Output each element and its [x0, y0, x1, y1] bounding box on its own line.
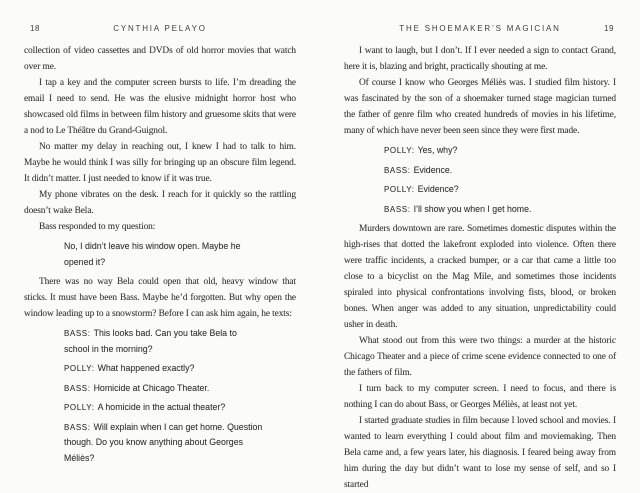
body-paragraph: What stood out from this were two things: a murder at the historic Chicago Theater and a piece of crime scene evidence connected to one of the fathers of film.	[344, 336, 616, 378]
text-message	[384, 163, 584, 179]
running-header-title: THE SHOEMAKER’S MAGICIAN	[399, 24, 561, 33]
body-paragraph: I started graduate studies in film because I loved school and movies. I wanted to learn everything I could about film and moviemaking. Then Bela came and, a few years later, his diagnosis. I feared being away from him during the day but didn’t want to lose my sense of self, and so I started	[344, 416, 616, 490]
message-text: A homicide in the actual theater?	[97, 402, 226, 412]
body-paragraph: No matter my delay in reaching out, I knew I had to talk to him. Maybe he would think I was silly for bringing up an obscure film legend. It didn’t matter. I just needed to know if it was true.	[24, 142, 296, 184]
right-page-number: 19	[604, 24, 614, 33]
body-paragraph: There was no way Bela could open that old, heavy window that sticks. It must have been Bass. Maybe he’d forgotten. But why open the window leading up to a snowstorm? Before I can ask him again, he texts:	[24, 277, 296, 319]
text-message	[64, 400, 264, 416]
message-text: No, I didn’t leave his window open. Maybe he opened it?	[64, 241, 241, 267]
message-text: What happened exactly?	[97, 363, 195, 373]
message-text: Homicide at Chicago Theater.	[93, 382, 210, 393]
left-page-body	[24, 43, 296, 466]
body-paragraph: Murders downtown are rare. Sometimes domestic disputes within the high-rises that dotted the lakefront exploded into violence. Often there were traffic incidents, a cracked bumper, or a car that came a little too close to a bicyclist on the Mag Mile, and sometimes those incidents spiraled into physical confrontations involving fists, blood, or broken bones. When anger was added to any situation, unpredictability could usher in death.	[344, 224, 616, 330]
message-sender-label: BASS:	[384, 165, 411, 175]
right-page-body	[344, 43, 616, 493]
text-message	[64, 420, 264, 467]
body-paragraph: My phone vibrates on the desk. I reach for it quickly so the rattling doesn’t wake Bela.	[24, 190, 296, 216]
message-sender-label: POLLY:	[384, 185, 415, 194]
running-header-author: CYNTHIA PELAYO	[113, 24, 207, 33]
body-paragraph: I tap a key and the computer screen bursts to life. I’m dreading the email I need to send. He was the elusive midnight horror host who showcased old films in between film history and gruesome skits that were a nod to Le Théâtre du Grand-Guignol.	[24, 78, 296, 136]
body-paragraph: I turn back to my computer screen. I need to focus, and there is nothing I can do about Bass, or Georges Méliès, at least not yet.	[344, 384, 616, 410]
text-message	[64, 239, 264, 270]
body-paragraph: I want to laugh, but I don’t. If I ever needed a sign to contact Grand, here it is, blazing and bright, practically shouting at me.	[344, 46, 616, 72]
message-sender-label: BASS:	[384, 204, 411, 214]
body-paragraph: Of course I know who Georges Méliès was. I studied film history. I was fascinated by the son of a shoemaker turned stage magician turned the father of genre film who created hundreds of movies in his lifetime, many of which have never been seen since they were first made.	[344, 78, 616, 136]
message-text: Evidence.	[413, 164, 453, 175]
message-text: Will explain when I can get home. Question though. Do you know anything about Georges Méliès?	[64, 421, 263, 463]
text-message	[384, 182, 584, 198]
left-page	[24, 24, 296, 470]
message-sender-label: BASS:	[64, 329, 91, 338]
text-message	[64, 326, 264, 357]
message-sender-label: POLLY:	[64, 364, 95, 373]
right-page-header	[344, 24, 616, 37]
body-paragraph: collection of video cassettes and DVDs of old horror movies that watch over me.	[24, 46, 296, 72]
message-sender-label: POLLY:	[64, 403, 95, 412]
message-text: I’ll show you when I get home.	[413, 203, 532, 214]
message-sender-label: BASS:	[64, 383, 91, 393]
body-paragraph: Bass responded to my question:	[39, 222, 156, 232]
left-page-header	[24, 24, 296, 37]
text-message	[384, 202, 584, 218]
message-sender-label: BASS:	[64, 422, 91, 432]
message-sender-label: POLLY:	[384, 146, 415, 155]
right-page	[344, 24, 616, 493]
message-text: This looks bad. Can you take Bela to school in the morning?	[64, 328, 237, 354]
text-message	[64, 361, 264, 377]
left-page-number: 18	[30, 24, 40, 33]
text-message	[384, 143, 584, 159]
message-text: Evidence?	[417, 184, 459, 194]
message-text: Yes, why?	[417, 145, 458, 155]
text-message	[64, 381, 264, 397]
